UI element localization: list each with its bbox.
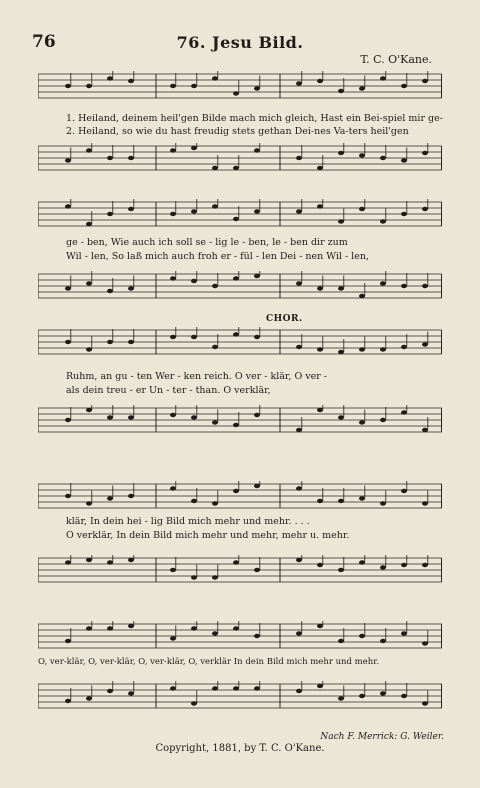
note-head [212,166,218,170]
note-head [254,634,260,638]
lyric-line-2: O verklär, In dein Bild mich mehr und mehr, mehr u. mehr. [66,530,350,541]
note-head [401,84,407,88]
lyric-line-1: Ruhm, an gu - ten Wer - ken reich. O ver - klär, O ver - [66,371,328,382]
note-head [380,76,386,80]
note-head [170,148,176,152]
note-head [317,204,323,208]
note-head [380,347,386,351]
note-head [65,204,71,208]
note-head [422,563,428,567]
chorus-label: CHOR. [266,314,303,324]
note-head [191,575,197,579]
note-head [170,413,176,417]
note-head [233,489,239,493]
music-system-5 [38,620,442,730]
lyric-line-2: als dein treu - er Un - ter - than. O verklär, [66,385,271,396]
note-head [65,639,71,643]
note-head [86,501,92,505]
staff-lines [38,480,442,512]
note-head [212,686,218,690]
note-head [254,568,260,572]
note-head [422,701,428,705]
note-head [128,207,134,211]
note-head [338,499,344,503]
note-head [191,84,197,88]
note-head [317,499,323,503]
note-head [233,217,239,221]
note-head [422,501,428,505]
note-head [170,276,176,280]
note-head [212,284,218,288]
note-head [170,212,176,216]
treble-staff [38,326,442,358]
note-head [212,76,218,80]
note-head [338,219,344,223]
note-head [401,410,407,414]
note-head [296,81,302,85]
note-head [191,146,197,150]
note-head [128,340,134,344]
note-head [254,335,260,339]
note-head [359,634,365,638]
music-system-4 [38,480,442,592]
note-head [380,219,386,223]
note-head [107,496,113,500]
treble-staff [38,198,442,230]
note-head [107,156,113,160]
staff-lines [38,620,442,652]
note-head [107,76,113,80]
note-head [170,84,176,88]
bass-staff [38,270,442,302]
note-head [65,418,71,422]
note-head [380,418,386,422]
note-head [359,560,365,564]
music-system-3 [38,314,442,438]
note-head [422,428,428,432]
note-head [401,158,407,162]
note-head [128,691,134,695]
staff-lines [38,680,442,712]
note-head [338,151,344,155]
note-head [296,156,302,160]
note-head [233,91,239,95]
note-head [359,294,365,298]
note-head [128,286,134,290]
staff-lines [38,270,442,302]
note-head [359,86,365,90]
note-head [422,151,428,155]
note-head [401,212,407,216]
note-head [86,281,92,285]
note-head [338,639,344,643]
note-head [401,345,407,349]
note-head [65,699,71,703]
note-head [380,156,386,160]
note-head [233,560,239,564]
note-head [86,84,92,88]
staff-lines [38,142,442,174]
note-head [107,626,113,630]
note-head [107,340,113,344]
note-head [212,501,218,505]
note-head [296,486,302,490]
lyric-line-1: klär, In dein hei - lig Bild mich mehr und mehr. . . . [66,516,310,527]
note-head [107,689,113,693]
note-head [296,558,302,562]
note-head [65,158,71,162]
note-head [128,624,134,628]
staff-lines [38,404,442,436]
music-system-2 [38,198,442,310]
note-head [422,79,428,83]
lyric-line-1: O, ver-klär, O, ver-klär, O, ver-klär, O, verklär In dein Bild mich mehr und mehr. [38,657,380,667]
note-head [86,222,92,226]
note-head [254,484,260,488]
note-head [380,501,386,505]
note-head [233,166,239,170]
note-head [317,624,323,628]
note-head [170,568,176,572]
note-head [191,499,197,503]
note-head [65,494,71,498]
lyric-line-2: 2. Heiland, so wie du hast freudig stets gethan Dei-nes Va-ters heil'gen [66,126,409,137]
composer-credit: T. C. O'Kane. [360,53,432,66]
note-head [233,423,239,427]
note-head [86,347,92,351]
note-head [401,284,407,288]
note-head [401,694,407,698]
staff-lines [38,198,442,230]
treble-staff [38,70,442,102]
note-head [86,148,92,152]
page-number: 76 [32,32,56,52]
note-head [422,207,428,211]
note-head [170,686,176,690]
note-head [86,408,92,412]
staff-lines [38,326,442,358]
note-head [191,415,197,419]
note-head [212,631,218,635]
note-head [128,558,134,562]
note-head [65,84,71,88]
note-head [296,689,302,693]
note-head [338,568,344,572]
note-head [191,626,197,630]
bass-staff [38,554,442,586]
note-head [191,279,197,283]
note-head [359,347,365,351]
note-head [338,89,344,93]
note-head [422,641,428,645]
note-head [170,486,176,490]
note-head [107,560,113,564]
note-head [170,335,176,339]
note-head [86,696,92,700]
note-head [380,565,386,569]
arrangement-credit: Nach F. Merrick: G. Weiler. [320,732,444,742]
note-head [338,350,344,354]
note-head [359,207,365,211]
note-head [422,284,428,288]
note-head [170,636,176,640]
note-head [128,494,134,498]
note-head [86,626,92,630]
note-head [380,281,386,285]
note-head [338,286,344,290]
music-system-1 [38,70,442,182]
staff-lines [38,554,442,586]
note-head [254,209,260,213]
note-head [233,626,239,630]
note-head [317,166,323,170]
lyric-line-1: 1. Heiland, deinem heil'gen Bilde mach mich gleich, Hast ein Bei-spiel mir ge- [66,113,443,124]
note-head [233,686,239,690]
note-head [107,212,113,216]
note-head [401,563,407,567]
copyright-notice: Copyright, 1881, by T. C. O'Kane. [155,743,325,754]
note-head [317,286,323,290]
note-head [359,153,365,157]
note-head [296,428,302,432]
note-head [338,696,344,700]
bass-staff [38,404,442,436]
note-head [254,86,260,90]
note-head [359,694,365,698]
note-head [65,560,71,564]
treble-staff [38,620,442,652]
note-head [212,345,218,349]
note-head [86,558,92,562]
note-head [233,276,239,280]
staff-lines [38,70,442,102]
note-head [401,489,407,493]
note-head [296,345,302,349]
note-head [233,332,239,336]
note-head [212,575,218,579]
note-head [317,347,323,351]
note-head [128,156,134,160]
note-head [317,408,323,412]
note-head [296,631,302,635]
note-head [380,691,386,695]
note-head [191,701,197,705]
note-head [359,420,365,424]
note-head [212,204,218,208]
note-head [65,340,71,344]
note-head [296,209,302,213]
note-head [128,79,134,83]
note-head [254,413,260,417]
lyric-line-2: Wil - len, So laß mich auch froh er - fül - len Dei - nen Wil - len, [66,251,369,262]
note-head [65,286,71,290]
note-head [317,79,323,83]
note-head [191,335,197,339]
note-head [191,209,197,213]
note-head [338,415,344,419]
bass-staff [38,680,442,712]
note-head [422,342,428,346]
bass-staff [38,142,442,174]
note-head [296,281,302,285]
note-head [359,496,365,500]
note-head [254,686,260,690]
note-head [317,684,323,688]
note-head [401,631,407,635]
note-head [254,274,260,278]
note-head [317,563,323,567]
note-head [107,415,113,419]
hymn-title: 76. Jesu Bild. [176,33,304,52]
note-head [107,289,113,293]
note-head [380,639,386,643]
note-head [212,420,218,424]
note-head [128,415,134,419]
note-head [254,148,260,152]
lyric-line-1: ge - ben, Wie auch ich soll se - lig le - ben, le - ben dir zum [66,237,348,248]
treble-staff [38,480,442,512]
